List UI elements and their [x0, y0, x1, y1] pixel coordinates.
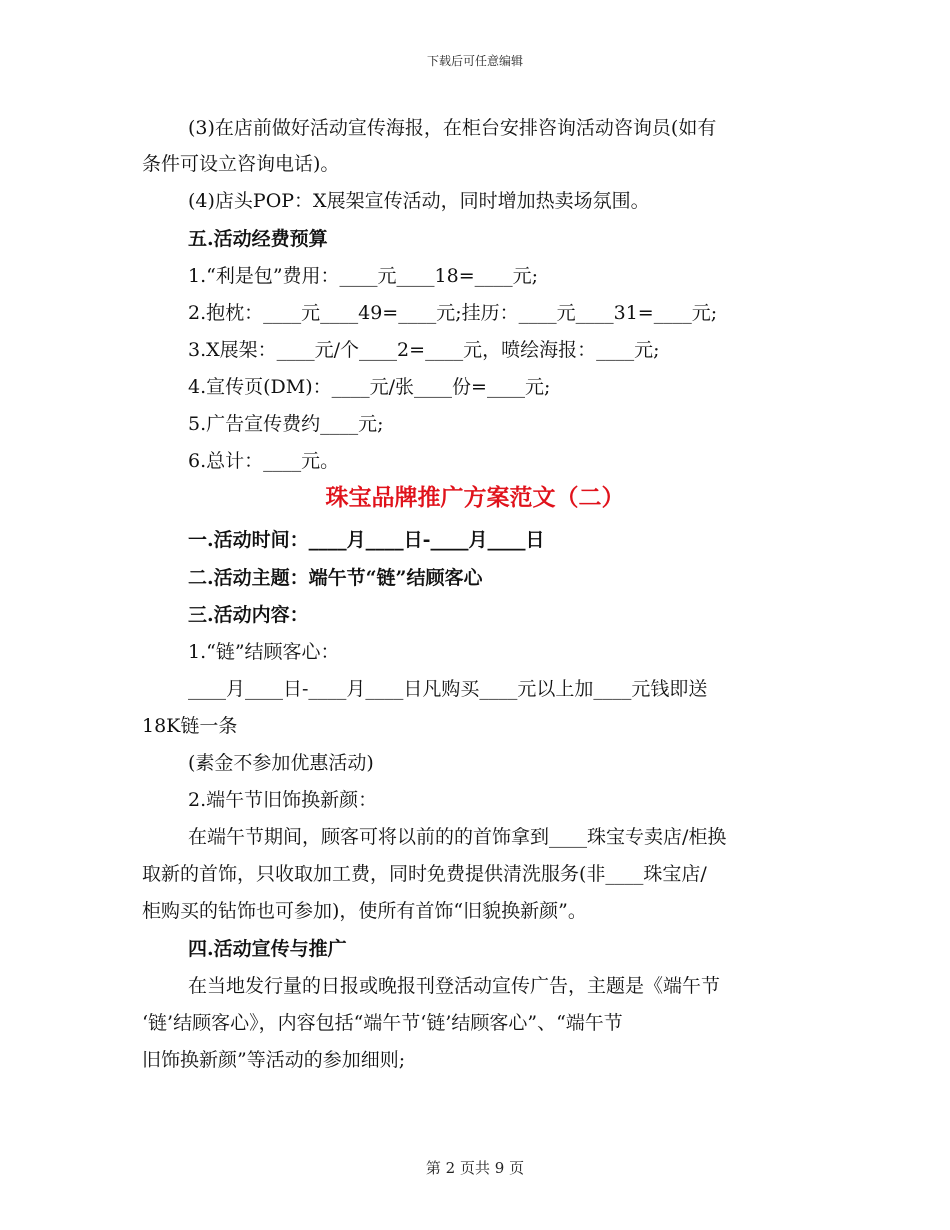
section-heading: 五.活动经费预算	[188, 228, 328, 250]
text-line: 旧饰换新颜”等活动的参加细则;	[142, 1049, 406, 1071]
text-line: 在端午节期间，顾客可将以前的的首饰拿到____珠宝专卖店/柜换	[188, 826, 727, 848]
budget-item: 1.“利是包”费用：____元____18=____元;	[188, 265, 539, 287]
page-footer: 第 2 页共 9 页	[425, 1159, 525, 1177]
text-line: 在当地发行量的日报或晚报刊登活动宣传广告，主题是《端午节	[188, 975, 721, 997]
text-line: 取新的首饰，只收取加工费，同时免费提供清洗服务(非____珠宝店/	[142, 863, 707, 885]
text-line: (素金不参加优惠活动)	[188, 752, 374, 774]
text-line: ____月____日-____月____日凡购买____元以上加____元钱即送	[188, 678, 708, 700]
section-heading: 三.活动内容：	[188, 604, 309, 626]
text-line: (4)店头POP：X展架宣传活动，同时增加热卖场氛围。	[188, 190, 650, 212]
document-title: 珠宝品牌推广方案范文（二）	[325, 484, 625, 511]
text-line: 条件可设立咨询电话)。	[142, 153, 340, 175]
text-line: 1.“链”结顾客心：	[188, 641, 340, 663]
page-header: 下载后可任意编辑	[426, 54, 523, 68]
text-line: 2.端午节旧饰换新颜：	[188, 789, 378, 811]
budget-item: 3.X展架：____元/个____2=____元，喷绘海报：____元;	[188, 339, 660, 361]
section-heading: 二.活动主题：端午节“链”结顾客心	[188, 567, 483, 589]
text-line: 柜购买的钻饰也可参加)，使所有首饰“旧貌换新颜”。	[142, 900, 587, 922]
budget-item: 6.总计：____元。	[188, 450, 340, 472]
section-heading: 一.活动时间：____月____日-____月____日	[188, 529, 545, 551]
section-heading: 四.活动宣传与推广	[188, 938, 347, 960]
budget-item: 4.宣传页(DM)：____元/张____份=____元;	[188, 376, 551, 398]
budget-item: 5.广告宣传费约____元;	[188, 413, 384, 435]
budget-item: 2.抱枕：____元____49=____元;挂历：____元____31=____元;	[188, 302, 718, 324]
text-line: (3)在店前做好活动宣传海报，在柜台安排咨询活动咨询员(如有	[188, 117, 717, 139]
text-line: ‘链’结顾客心》，内容包括“端午节‘链’结顾客心”、“端午节	[142, 1012, 623, 1034]
text-line: 18K链一条	[142, 715, 238, 737]
